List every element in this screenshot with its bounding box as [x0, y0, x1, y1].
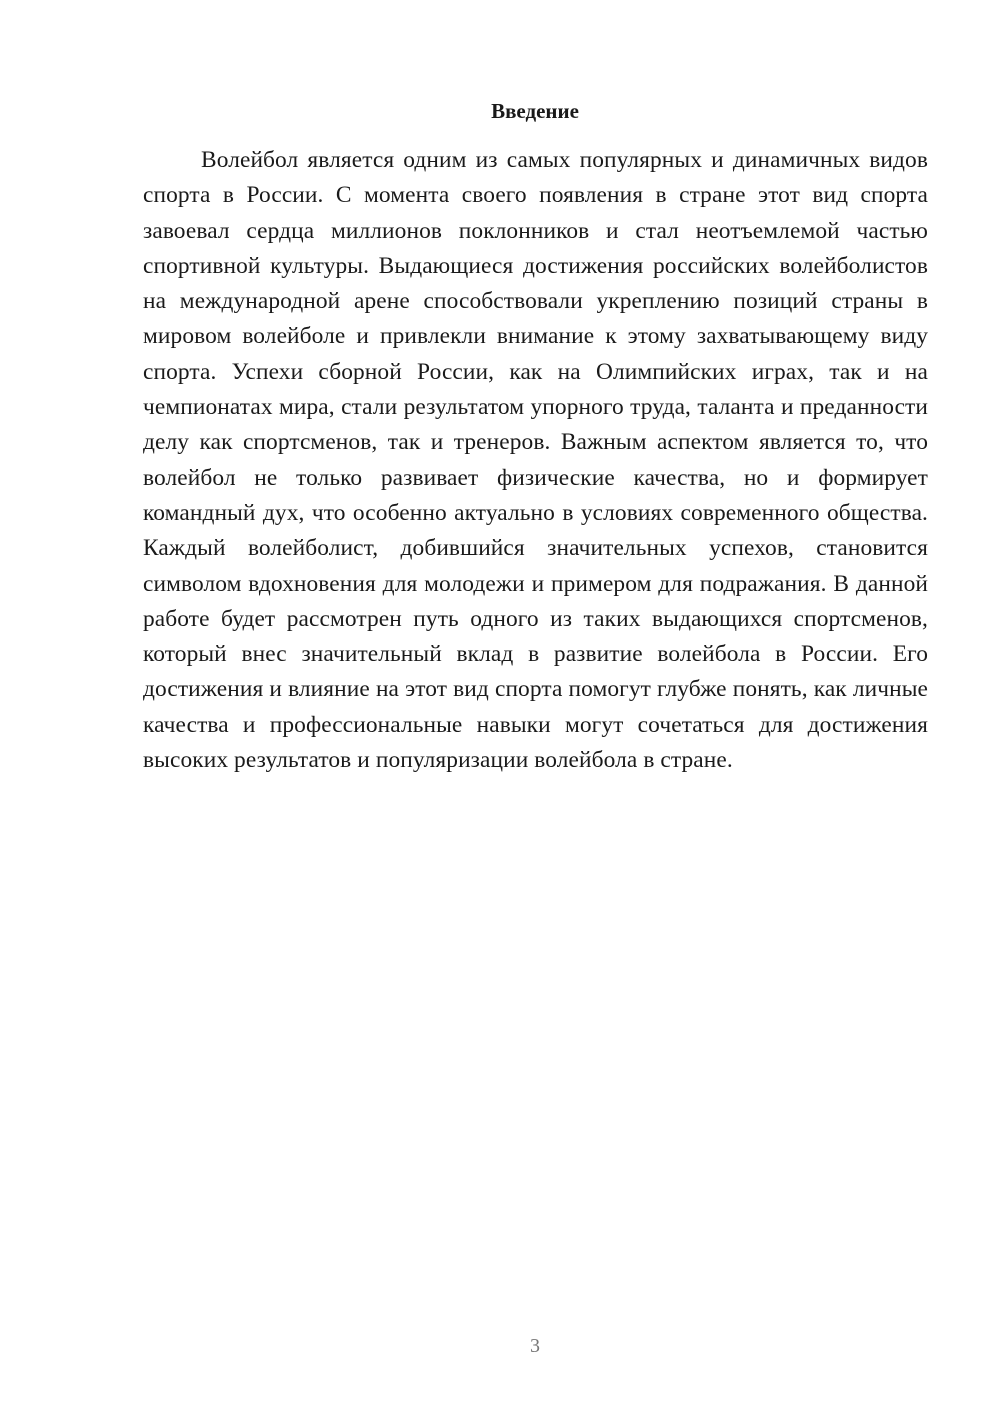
body-paragraph: Волейбол является одним из самых популярных и динамичных видов спорта в России. С момента своего появления в стране этот вид спорта завоевал сердца миллионов поклонников и стал неотъемлемой частью спортивной культуры. Выдающиеся достижения российских волейболистов на международной арене способствовали укреплению позиций страны в мировом волейболе и привлекли внимание к этому захватывающему виду спорта. Успехи сборной России, как на Олимпийских играх, так и на чемпионатах мира, стали результатом упорного труда, таланта и преданности делу как спортсменов, так и тренеров. Важным аспектом является то, что волейбол не только развивает физические качества, но и формирует командный дух, что особенно актуально в условиях современного общества. Каждый волейболист, добившийся значительных успехов, становится символом вдохновения для молодежи и примером для подражания. В данной работе будет рассмотрен путь одного из таких выдающихся спортсменов, который внес значительный вклад в развитие волейбола в России. Его достижения и влияние на этот вид спорта помогут глубже понять, как личные качества и профессиональные навыки могут сочетаться для достижения высоких результатов и популяризации волейбола в стране. [143, 147, 928, 774]
page-number: 3 [530, 1335, 540, 1357]
section-heading: Введение [491, 99, 579, 123]
